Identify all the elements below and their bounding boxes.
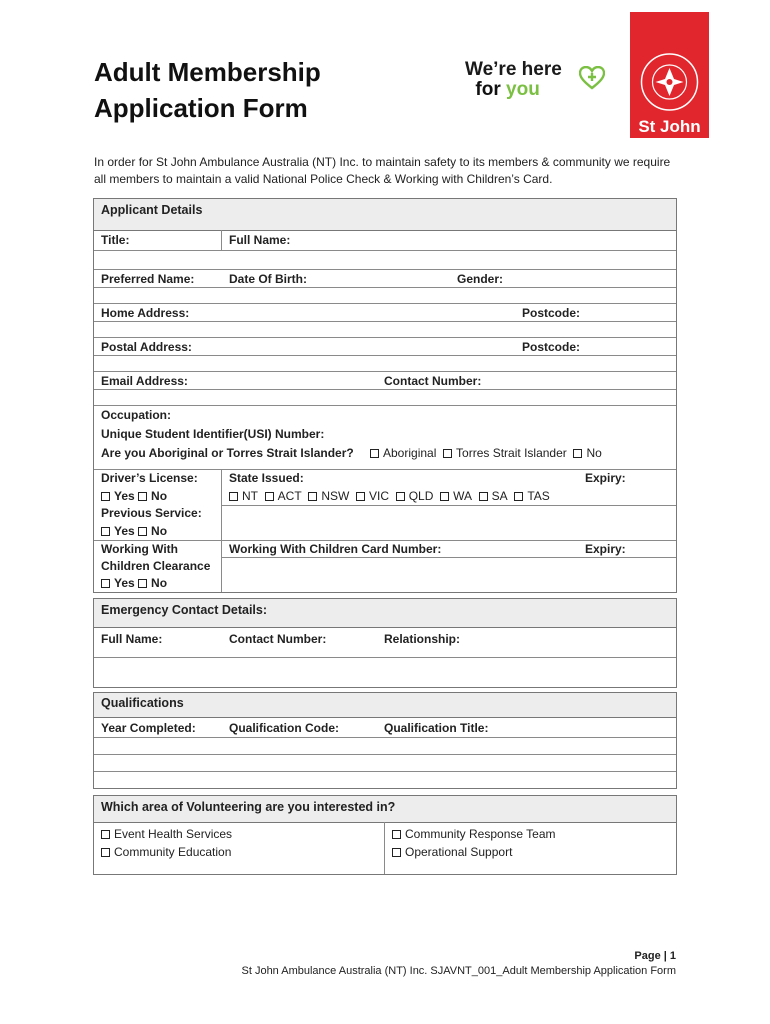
wwc-no-checkbox[interactable]: No — [138, 576, 167, 590]
divider — [94, 657, 676, 658]
checkbox-icon — [101, 492, 110, 501]
drivers-license-yes-checkbox[interactable]: Yes — [101, 489, 135, 503]
applicant-details-section — [93, 198, 677, 593]
email-label: Email Address: — [101, 374, 188, 388]
previous-service-no-checkbox[interactable]: No — [138, 524, 167, 538]
checkbox-icon — [573, 449, 582, 458]
previous-service-options — [101, 523, 167, 540]
tagline-you: you — [506, 79, 540, 100]
atsi-question: Are you Aboriginal or Torres Strait Islander? — [101, 446, 354, 460]
postal-address-label: Postal Address: — [101, 340, 192, 354]
page-number: Page | 1 — [634, 950, 676, 962]
home-address-label: Home Address: — [101, 306, 190, 320]
checkbox-icon — [396, 492, 405, 501]
title-line-1: Adult Membership — [94, 57, 321, 87]
atsi-aboriginal-checkbox[interactable]: Aboriginal — [370, 446, 436, 460]
wwc-label-line-2: Children Clearance — [101, 559, 211, 573]
st-john-emblem-icon — [634, 52, 705, 112]
state-qld-checkbox[interactable]: QLD — [396, 489, 434, 503]
checkbox-icon — [370, 449, 379, 458]
divider — [94, 371, 676, 372]
qualifications-section — [93, 692, 677, 789]
atsi-options — [370, 445, 602, 462]
logo-text: St John — [638, 117, 701, 136]
title-label: Title: — [101, 233, 130, 247]
previous-service-yes-checkbox[interactable]: Yes — [101, 524, 135, 538]
state-act-checkbox[interactable]: ACT — [265, 489, 302, 503]
volunteering-header — [94, 796, 676, 823]
checkbox-icon — [392, 848, 401, 857]
drivers-license-options — [101, 488, 167, 505]
divider — [221, 469, 222, 592]
checkbox-icon — [392, 830, 401, 839]
tagline-line-1: We’re here — [465, 59, 562, 80]
contact-number-label: Contact Number: — [384, 374, 482, 388]
checkbox-icon — [440, 492, 449, 501]
license-expiry-label: Expiry: — [585, 471, 626, 485]
qualification-title-label: Qualification Title: — [384, 721, 489, 735]
state-nt-checkbox[interactable]: NT — [229, 489, 258, 503]
tagline — [465, 60, 562, 100]
checkbox-icon — [101, 527, 110, 536]
volunteer-community-response-checkbox[interactable]: Community Response Team — [392, 826, 556, 843]
checkbox-icon — [101, 848, 110, 857]
emergency-contact-number-label: Contact Number: — [229, 632, 327, 646]
wwc-expiry-label: Expiry: — [585, 542, 626, 556]
divider — [94, 337, 676, 338]
divider — [94, 250, 676, 251]
section-heading: Emergency Contact Details: — [101, 603, 268, 617]
checkbox-icon — [356, 492, 365, 501]
gender-label: Gender: — [457, 272, 504, 286]
tagline-line-2 — [465, 80, 540, 100]
divider — [384, 822, 385, 874]
checkbox-icon — [479, 492, 488, 501]
tagline-for: for — [475, 79, 501, 100]
document-footer: St John Ambulance Australia (NT) Inc. SJAVNT_001_Adult Membership Application Form — [241, 965, 676, 977]
dob-label: Date Of Birth: — [229, 272, 307, 286]
previous-service-label: Previous Service: — [101, 506, 202, 520]
divider — [94, 754, 676, 755]
divider — [221, 230, 222, 250]
emergency-contact-section — [93, 598, 677, 688]
preferred-name-label: Preferred Name: — [101, 272, 195, 286]
intro-paragraph: In order for St John Ambulance Australia (NT) Inc. to maintain safety to its members & community we require all members to maintain a valid National Police Check & Working with Children’s Card. — [94, 155, 671, 186]
volunteer-operational-support-checkbox[interactable]: Operational Support — [392, 844, 512, 861]
divider — [221, 505, 676, 506]
postal-postcode-label: Postcode: — [522, 340, 581, 354]
emergency-full-name-label: Full Name: — [101, 632, 163, 646]
volunteer-community-education-checkbox[interactable]: Community Education — [101, 844, 231, 861]
occupation-label: Occupation: — [101, 408, 172, 422]
checkbox-icon — [308, 492, 317, 501]
checkbox-icon — [514, 492, 523, 501]
state-tas-checkbox[interactable]: TAS — [514, 489, 549, 503]
state-sa-checkbox[interactable]: SA — [479, 489, 508, 503]
checkbox-icon — [229, 492, 238, 501]
section-heading: Applicant Details — [101, 203, 203, 217]
home-postcode-label: Postcode: — [522, 306, 581, 320]
section-heading: Which area of Volunteering are you interested in? — [101, 800, 396, 814]
emergency-relationship-label: Relationship: — [384, 632, 461, 646]
full-name-label: Full Name: — [229, 233, 291, 247]
wwc-number-label: Working With Children Card Number: — [229, 542, 442, 556]
heart-cross-icon — [579, 66, 605, 90]
wwc-yes-checkbox[interactable]: Yes — [101, 576, 135, 590]
applicant-details-header — [94, 199, 676, 231]
divider — [94, 737, 676, 738]
checkbox-icon — [138, 492, 147, 501]
state-options — [229, 488, 550, 505]
divider — [94, 405, 676, 406]
checkbox-icon — [101, 579, 110, 588]
emergency-contact-header — [94, 599, 676, 628]
divider — [94, 269, 676, 270]
state-vic-checkbox[interactable]: VIC — [356, 489, 389, 503]
usi-label: Unique Student Identifier(USI) Number: — [101, 427, 325, 441]
checkbox-icon — [138, 579, 147, 588]
title-line-2: Application Form — [94, 93, 308, 123]
st-john-logo — [630, 12, 709, 138]
volunteering-section — [93, 795, 677, 875]
qualifications-header — [94, 693, 676, 718]
section-heading: Qualifications — [101, 696, 184, 710]
qualification-code-label: Qualification Code: — [229, 721, 340, 735]
state-nsw-checkbox[interactable]: NSW — [308, 489, 349, 503]
checkbox-icon — [443, 449, 452, 458]
divider — [94, 771, 676, 772]
divider — [94, 303, 676, 304]
checkbox-icon — [101, 830, 110, 839]
wwc-options — [101, 575, 167, 592]
volunteer-event-health-checkbox[interactable]: Event Health Services — [101, 826, 232, 843]
state-wa-checkbox[interactable]: WA — [440, 489, 472, 503]
state-issued-label: State Issued: — [229, 471, 304, 485]
page-title — [94, 54, 321, 126]
atsi-no-checkbox[interactable]: No — [573, 446, 601, 460]
wwc-label-line-1: Working With — [101, 542, 178, 556]
drivers-license-no-checkbox[interactable]: No — [138, 489, 167, 503]
atsi-torres-checkbox[interactable]: Torres Strait Islander — [443, 446, 567, 460]
checkbox-icon — [265, 492, 274, 501]
drivers-license-label: Driver’s License: — [101, 471, 198, 485]
year-completed-label: Year Completed: — [101, 721, 196, 735]
checkbox-icon — [138, 527, 147, 536]
